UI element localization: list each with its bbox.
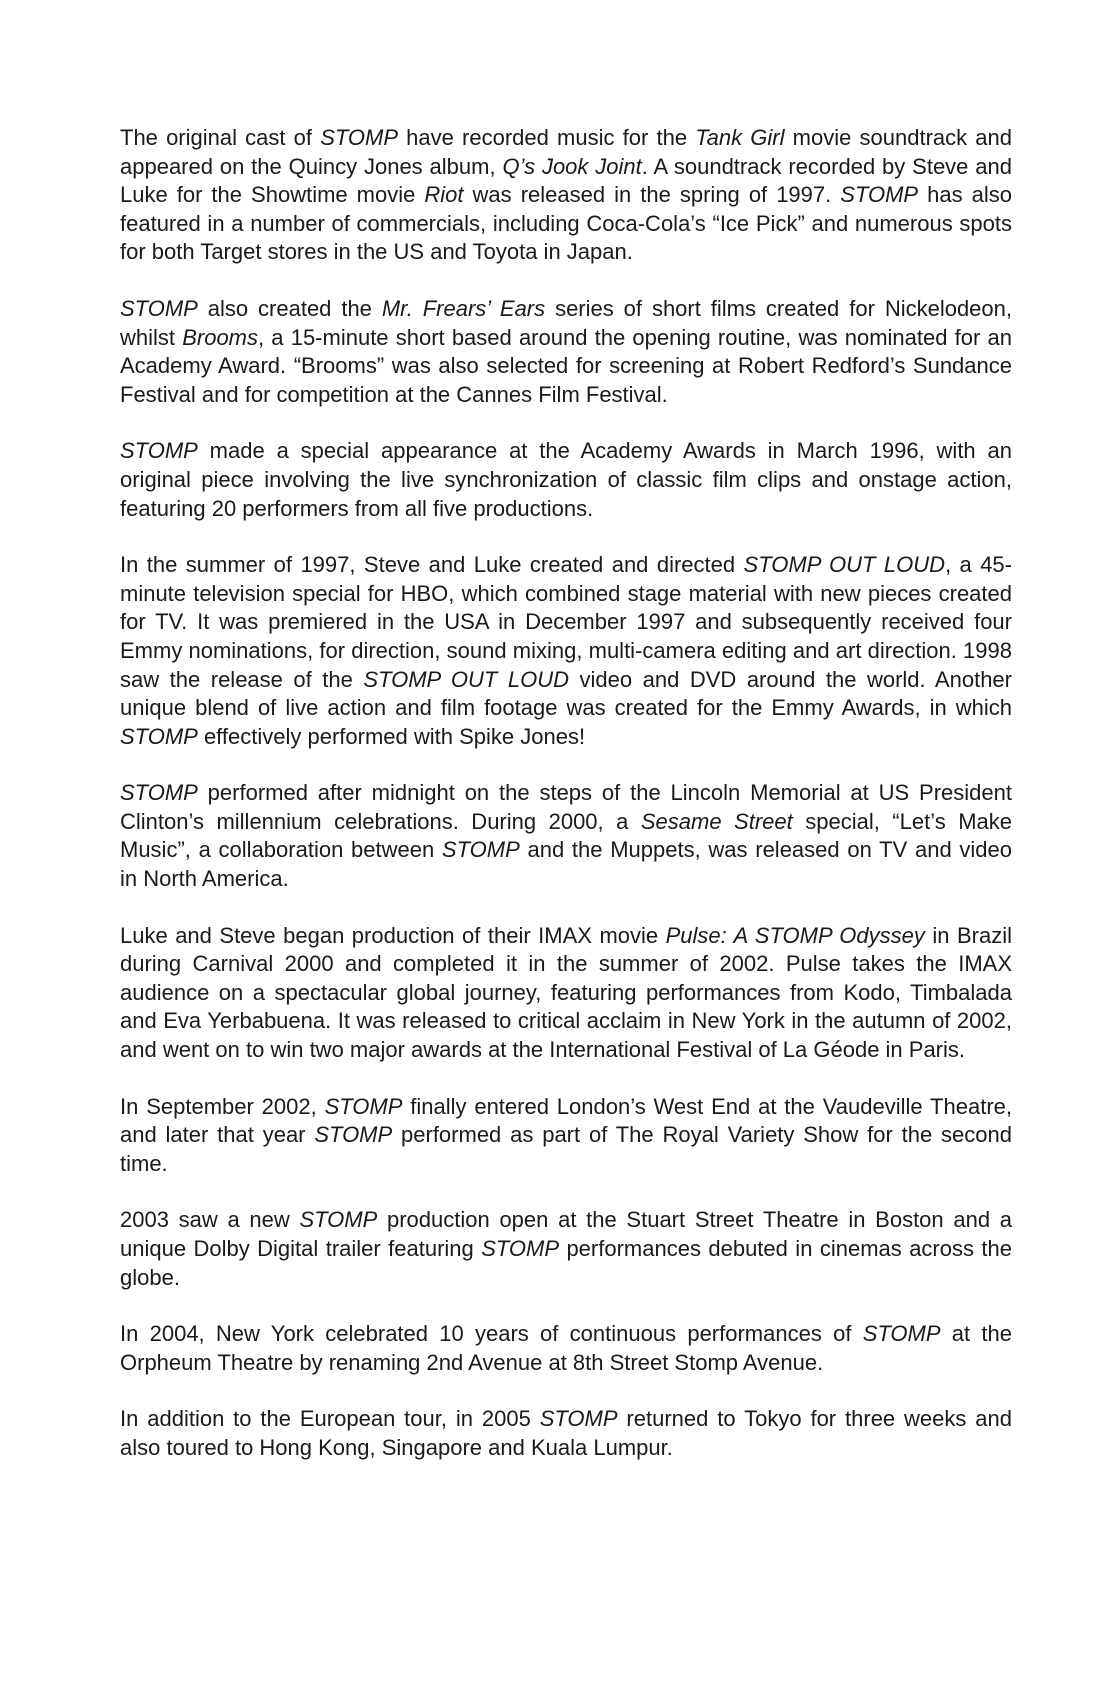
italic-text: STOMP [120, 723, 198, 749]
italic-text: STOMP [862, 1321, 941, 1347]
italic-text: STOMP [441, 837, 520, 863]
text-run: performances debuted in cinemas across the globe. [120, 1236, 1012, 1290]
italic-text: STOMP [120, 295, 198, 321]
italic-text: STOMP OUT LOUD [363, 666, 569, 692]
text-run: has also featured in a number of commercials, including Coca-Cola’s “Ice Pick” and numerous spots for both Target stores in the US and Toyota in Japan. [120, 182, 1012, 265]
italic-text: STOMP OUT LOUD [743, 552, 945, 578]
text-run: in Brazil during Carnival 2000 and completed it in the summer of 2002. Pulse takes the IMAX audience on a spectacular global journey, featuring performances from Kodo, Timbalada and Eva Yerbabuena. It was released to critical acclaim in New York in the autumn of 2002, and went on to win two major awards at the International Festival of La Géode in Paris. [120, 922, 1013, 1063]
text-run: In September 2002, [120, 1093, 325, 1119]
italic-text: STOMP [539, 1406, 618, 1432]
text-run: performed after midnight on the steps of the Lincoln Memorial at US President Clinton’s millennium celebrations. During 2000, a [120, 780, 1012, 834]
italic-text: Tank Girl [695, 125, 785, 150]
body-text [120, 124, 1012, 1463]
italic-text: Riot [424, 182, 464, 208]
text-run: 2003 saw a new [120, 1207, 300, 1233]
italic-text: Q’s Jook Joint [502, 153, 642, 179]
text-run: The original cast of [120, 125, 321, 150]
text-run: production open at the Stuart Street Theatre in Boston and a unique Dolby Digital trailer featuring [120, 1207, 1012, 1261]
paragraph [120, 779, 1012, 893]
paragraph [120, 1206, 1012, 1292]
italic-text: Pulse: A STOMP Odyssey [665, 922, 925, 948]
document-page [120, 124, 1012, 1491]
text-run: Luke and Steve began production of their IMAX movie [120, 922, 666, 948]
text-run: effectively performed with Spike Jones! [197, 723, 586, 749]
italic-text: Brooms [182, 324, 258, 350]
italic-text: STOMP [314, 1122, 393, 1148]
italic-text: STOMP [320, 125, 399, 150]
text-run: and the Muppets, was released on TV and video in North America. [120, 837, 1012, 892]
text-run: finally entered London’s West End at the Vaudeville Theatre, and later that year [120, 1093, 1012, 1148]
text-run: made a special appearance at the Academy Awards in March 1996, with an original piece involving the live synchronization of classic film clips and onstage action, featuring 20 performers from all five productions. [120, 438, 1012, 521]
text-run: returned to Tokyo for three weeks and also toured to Hong Kong, Singapore and Kuala Lumpur. [120, 1406, 1012, 1460]
paragraph [120, 1093, 1012, 1179]
paragraph [120, 124, 1012, 267]
text-run: series of short films created for Nickelodeon, whilst [120, 295, 1013, 350]
text-run: special, “Let’s Make Music”, a collaboration between [120, 808, 1012, 863]
text-run: video and DVD around the world. Another unique blend of live action and film footage was created for the Emmy Awards, in which [120, 666, 1012, 721]
text-run: In 2004, New York celebrated 10 years of continuous performances of [120, 1321, 863, 1347]
text-run: movie soundtrack and appeared on the Quincy Jones album, [120, 125, 1013, 179]
text-run: . A soundtrack recorded by Steve and Luke for the Showtime movie [120, 153, 1012, 208]
text-run: , a 15-minute short based around the opening routine, was nominated for an Academy Award. “Brooms” was also selected for screening at Robert Redford’s Sundance Festival and for competition at the Cannes Film Festival. [120, 324, 1012, 407]
italic-text: STOMP [120, 438, 198, 464]
text-run: was released in the spring of 1997. [463, 182, 841, 208]
text-run: have recorded music for the [398, 125, 696, 150]
paragraph [120, 551, 1012, 751]
text-run: at the Orpheum Theatre by renaming 2nd Avenue at 8th Street Stomp Avenue. [120, 1321, 1012, 1375]
italic-text: STOMP [299, 1207, 378, 1233]
italic-text: STOMP [120, 780, 198, 806]
text-run: In the summer of 1997, Steve and Luke created and directed [120, 552, 744, 578]
italic-text: STOMP [481, 1236, 560, 1261]
italic-text: Mr. Frears’ Ears [381, 295, 546, 321]
text-run: In addition to the European tour, in 2005 [120, 1406, 540, 1432]
italic-text: Sesame Street [640, 808, 793, 834]
paragraph [120, 1320, 1012, 1377]
paragraph [120, 1405, 1012, 1462]
paragraph [120, 922, 1012, 1065]
text-run: performed as part of The Royal Variety Show for the second time. [120, 1122, 1012, 1176]
paragraph [120, 295, 1012, 409]
paragraph [120, 437, 1012, 523]
text-run: also created the [197, 295, 382, 321]
text-run: , a 45-minute television special for HBO, which combined stage material with new pieces created for TV. It was premiered in the USA in December 1997 and subsequently received four Emmy nominations, for direction, sound mixing, multi-camera editing and art direction. 1998 saw the release of the [120, 552, 1012, 692]
italic-text: STOMP [324, 1093, 403, 1119]
italic-text: STOMP [840, 182, 919, 208]
